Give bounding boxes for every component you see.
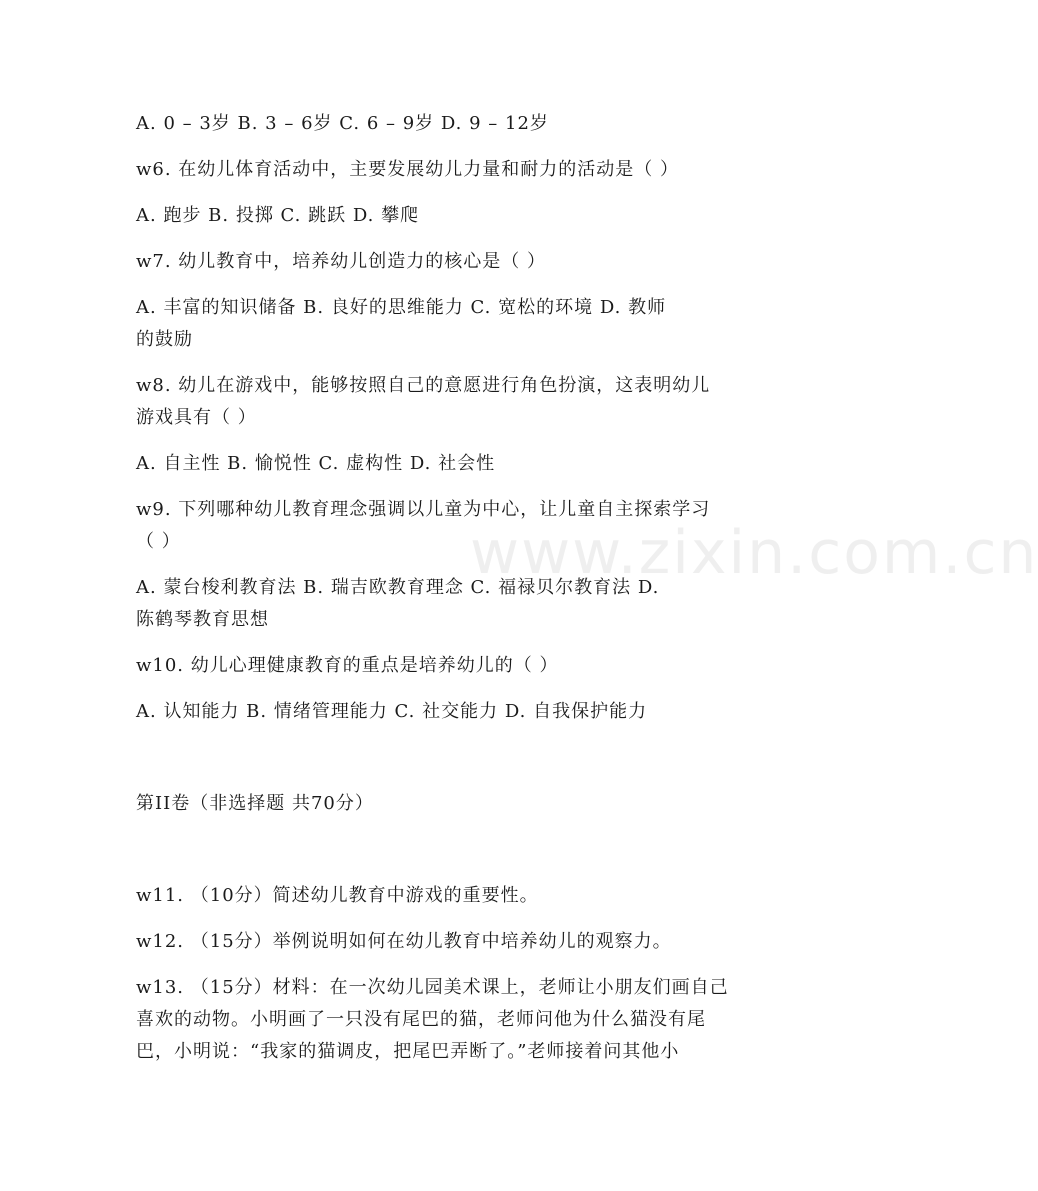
q13-stem-line-2: 喜欢的动物。小明画了一只没有尾巴的猫，老师问他为什么猫没有尾 [136, 1009, 706, 1030]
q8-stem-line-1: w8. 幼儿在游戏中，能够按照自己的意愿进行角色扮演，这表明幼儿 [136, 375, 711, 396]
section-heading: 第II卷（非选择题 共70分） [136, 793, 374, 814]
q11-stem: w11. （10分）简述幼儿教育中游戏的重要性。 [136, 885, 539, 906]
q13-stem-line-3: 巴，小明说：“我家的猫调皮，把尾巴弄断了。”老师接着问其他小 [136, 1041, 680, 1062]
q9-stem-line-1: w9. 下列哪种幼儿教育理念强调以儿童为中心，让儿童自主探索学习 [136, 499, 711, 520]
watermark: www.zixin.com.cn [470, 518, 1038, 588]
q9-stem-line-2: （ ） [136, 531, 181, 552]
q13-stem-line-1: w13. （15分）材料：在一次幼儿园美术课上，老师让小朋友们画自己 [136, 977, 729, 998]
q9-options-line-2: 陈鹤琴教育思想 [136, 609, 269, 630]
q7-options-line-1: A. 丰富的知识储备 B. 良好的思维能力 C. 宽松的环境 D. 教师 [136, 297, 667, 318]
q7-stem: w7. 幼儿教育中，培养幼儿创造力的核心是（ ） [136, 251, 547, 272]
q6-options: A. 跑步 B. 投掷 C. 跳跃 D. 攀爬 [136, 205, 420, 226]
q8-stem-line-2: 游戏具有（ ） [136, 407, 257, 428]
q12-stem: w12. （15分）举例说明如何在幼儿教育中培养幼儿的观察力。 [136, 931, 672, 952]
q5-options: A. 0 – 3岁 B. 3 – 6岁 C. 6 – 9岁 D. 9 – 12岁 [136, 113, 549, 134]
q7-options-line-2: 的鼓励 [136, 329, 193, 350]
q10-stem: w10. 幼儿心理健康教育的重点是培养幼儿的（ ） [136, 655, 559, 676]
q9-options-line-1: A. 蒙台梭利教育法 B. 瑞吉欧教育理念 C. 福禄贝尔教育法 D. [136, 577, 660, 598]
q10-options: A. 认知能力 B. 情绪管理能力 C. 社交能力 D. 自我保护能力 [136, 701, 648, 722]
q8-options: A. 自主性 B. 愉悦性 C. 虚构性 D. 社会性 [136, 453, 496, 474]
q6-stem: w6. 在幼儿体育活动中，主要发展幼儿力量和耐力的活动是（ ） [136, 159, 680, 180]
